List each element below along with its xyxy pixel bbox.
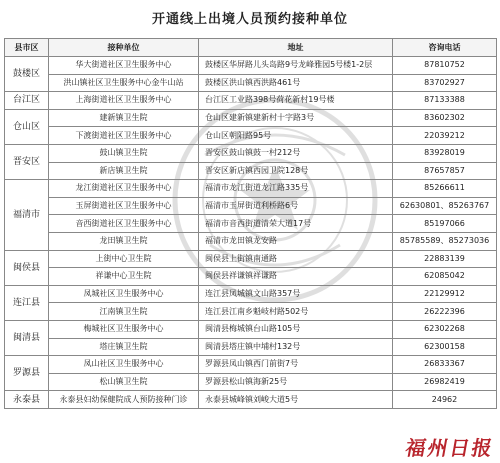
- addr-cell: 鼓楼区华屏路儿头岛路9号龙峰雅园5号楼1-2层: [199, 57, 393, 75]
- addr-cell: 福清市龙江街道龙江路335号: [199, 180, 393, 198]
- table-row: [5, 232, 497, 250]
- addr-cell: 福清市玉屏街道利桥路6号: [199, 197, 393, 215]
- table-body: [5, 57, 497, 409]
- table-row: [5, 285, 497, 303]
- vaccination-sites-table: [4, 38, 497, 409]
- addr-cell: 福清市音西街道清荣大道17号: [199, 215, 393, 233]
- addr-cell: 晋安区鼓山镇鼓一村212号: [199, 144, 393, 162]
- unit-cell: 洪山镇社区卫生服务中心金牛山站: [49, 74, 199, 92]
- addr-cell: 福清市龙田镇龙安路: [199, 232, 393, 250]
- unit-cell: 鼓山镇卫生院: [49, 144, 199, 162]
- header-district: 县市区: [5, 39, 49, 57]
- table-row: [5, 127, 497, 145]
- addr-cell: 晋安区新店镇西园卫院128号: [199, 162, 393, 180]
- unit-cell: 建新镇卫生院: [49, 109, 199, 127]
- unit-cell: 祥谦中心卫生院: [49, 268, 199, 286]
- phone-cell: 26222396: [393, 303, 497, 321]
- addr-cell: 罗源县松山镇海新25号: [199, 373, 393, 391]
- unit-cell: 凤城社区卫生服务中心: [49, 285, 199, 303]
- table-row: [5, 197, 497, 215]
- unit-cell: 上海街道社区卫生服务中心: [49, 92, 199, 110]
- addr-cell: 台江区工业路398号荷花新村19号楼: [199, 92, 393, 110]
- phone-cell: 62630801、85263767: [393, 197, 497, 215]
- district-cell: 晋安区: [5, 144, 49, 179]
- unit-cell: 新店镇卫生院: [49, 162, 199, 180]
- phone-cell: 62300158: [393, 338, 497, 356]
- table-row: [5, 373, 497, 391]
- header-address: 地址: [199, 39, 393, 57]
- unit-cell: 龙江街道社区卫生服务中心: [49, 180, 199, 198]
- unit-cell: 塔庄镇卫生院: [49, 338, 199, 356]
- page-title: 开通线上出境人员预约接种单位: [151, 12, 348, 27]
- unit-cell: 音西街道社区卫生服务中心: [49, 215, 199, 233]
- phone-cell: 87657857: [393, 162, 497, 180]
- table-header-row: [5, 39, 497, 57]
- table-row: [5, 74, 497, 92]
- district-cell: 连江县: [5, 285, 49, 320]
- table-row: [5, 57, 497, 75]
- phone-cell: 85197066: [393, 215, 497, 233]
- table-row: [5, 250, 497, 268]
- unit-cell: 江南镇卫生院: [49, 303, 199, 321]
- table-row: [5, 162, 497, 180]
- table-row: [5, 180, 497, 198]
- phone-cell: 87133388: [393, 92, 497, 110]
- unit-cell: 梅城社区卫生服务中心: [49, 320, 199, 338]
- unit-cell: 松山镇卫生院: [49, 373, 199, 391]
- district-cell: 福清市: [5, 180, 49, 250]
- addr-cell: 永泰县城峰镇刘峻大道5号: [199, 391, 393, 409]
- addr-cell: 仓山区建新镇建新村十字路3号: [199, 109, 393, 127]
- unit-cell: 下渡街道社区卫生服务中心: [49, 127, 199, 145]
- phone-cell: 22129912: [393, 285, 497, 303]
- phone-cell: 22039212: [393, 127, 497, 145]
- table-row: [5, 268, 497, 286]
- unit-cell: 永泰县妇幼保健院成人预防接种门诊: [49, 391, 199, 409]
- district-cell: 罗源县: [5, 356, 49, 391]
- addr-cell: 闽清县塔庄镇中埔村132号: [199, 338, 393, 356]
- phone-cell: 85785589、85273036: [393, 232, 497, 250]
- phone-cell: 83602302: [393, 109, 497, 127]
- district-cell: 永泰县: [5, 391, 49, 409]
- addr-cell: 连江县江南乡魁岐村路502号: [199, 303, 393, 321]
- phone-cell: 62085042: [393, 268, 497, 286]
- table-row: [5, 303, 497, 321]
- district-cell: 闽清县: [5, 320, 49, 355]
- phone-cell: 24962: [393, 391, 497, 409]
- header-phone: 咨询电话: [393, 39, 497, 57]
- table-row: [5, 338, 497, 356]
- table-row: [5, 144, 497, 162]
- unit-cell: 凤山社区卫生服务中心: [49, 356, 199, 374]
- addr-cell: 仓山区朝阳路95号: [199, 127, 393, 145]
- table-row: [5, 92, 497, 110]
- district-cell: 台江区: [5, 92, 49, 110]
- addr-cell: 闽侯县祥谦镇祥谦路: [199, 268, 393, 286]
- district-cell: 鼓楼区: [5, 57, 49, 92]
- newspaper-logo: 福州日报: [403, 436, 496, 460]
- phone-cell: 26833367: [393, 356, 497, 374]
- addr-cell: 闽侯县上街镇南通路: [199, 250, 393, 268]
- phone-cell: 22883139: [393, 250, 497, 268]
- phone-cell: 85266611: [393, 180, 497, 198]
- addr-cell: 鼓楼区洪山镇西洪路461号: [199, 74, 393, 92]
- header-unit: 接种单位: [49, 39, 199, 57]
- phone-cell: 26982419: [393, 373, 497, 391]
- addr-cell: 连江县凤城镇文山路357号: [199, 285, 393, 303]
- unit-cell: 玉屏街道社区卫生服务中心: [49, 197, 199, 215]
- addr-cell: 闽清县梅城镇台山路105号: [199, 320, 393, 338]
- unit-cell: 龙田镇卫生院: [49, 232, 199, 250]
- phone-cell: 83928019: [393, 144, 497, 162]
- table-row: [5, 320, 497, 338]
- addr-cell: 罗源县凤山镇西门前街7号: [199, 356, 393, 374]
- phone-cell: 87810752: [393, 57, 497, 75]
- table-row: [5, 356, 497, 374]
- district-cell: 闽侯县: [5, 250, 49, 285]
- phone-cell: 62302268: [393, 320, 497, 338]
- unit-cell: 华大街道社区卫生服务中心: [49, 57, 199, 75]
- district-cell: 仓山区: [5, 109, 49, 144]
- table-row: [5, 215, 497, 233]
- phone-cell: 83702927: [393, 74, 497, 92]
- table-row: [5, 109, 497, 127]
- unit-cell: 上街中心卫生院: [49, 250, 199, 268]
- table-row: [5, 391, 497, 409]
